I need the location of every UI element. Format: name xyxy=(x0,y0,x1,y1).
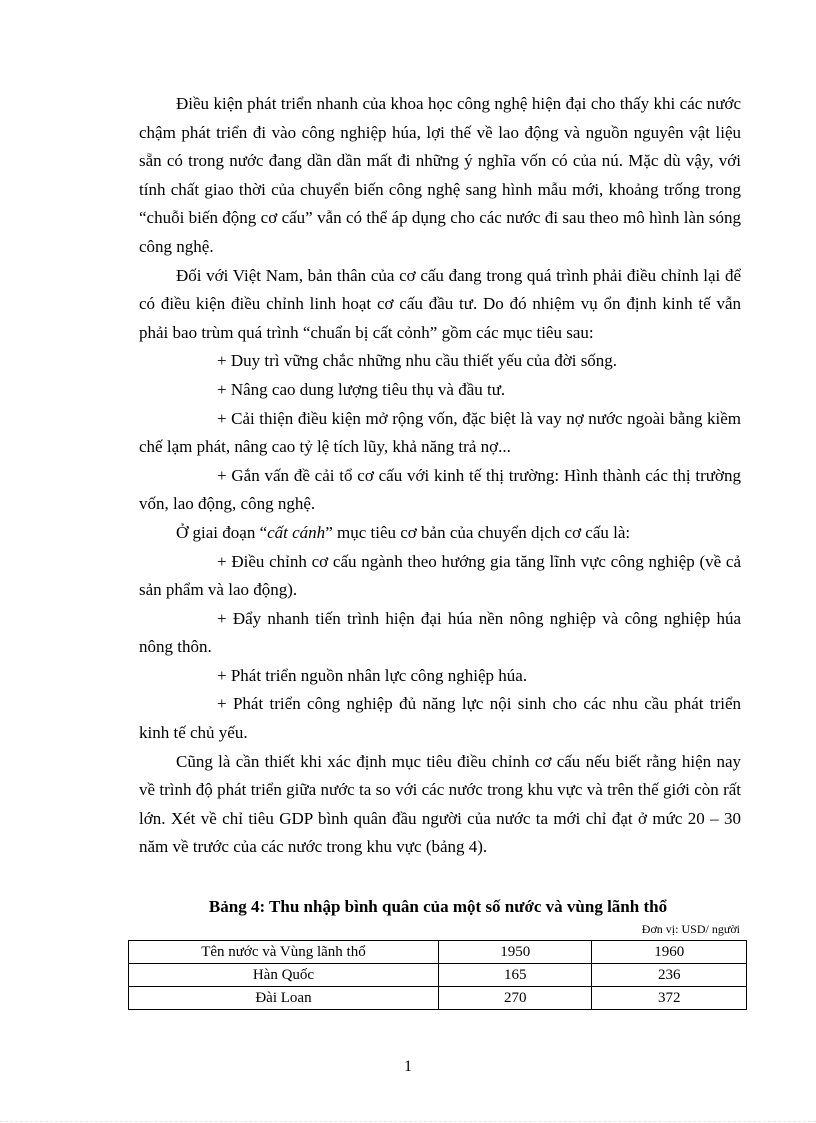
page-bottom-divider xyxy=(0,1121,816,1122)
table-cell: Đài Loan xyxy=(129,987,439,1010)
list-item: + Gắn vấn đề cải tổ cơ cấu với kinh tế thị trường: Hình thành các thị trường vốn, lao động, công nghệ. xyxy=(139,465,741,514)
table-cell: 165 xyxy=(438,964,592,987)
table-cell: Hàn Quốc xyxy=(129,964,439,987)
table-header-row xyxy=(129,941,747,964)
list-item: + Phát triển công nghiệp đủ năng lực nội sinh cho các nhu cầu phát triển kinh tế chủ yếu. xyxy=(139,694,741,743)
page-number: 1 xyxy=(404,1058,412,1075)
list-item: + Điều chỉnh cơ cấu ngành theo hướng gia tăng lĩnh vực công nghiệp (về cả sản phẩm và lao động). xyxy=(139,551,741,600)
table-cell: 236 xyxy=(592,964,747,987)
header-cell: 1950 xyxy=(438,941,592,964)
list-item: + Duy trì vững chắc những nhu cầu thiết yếu của đời sống. xyxy=(217,351,618,371)
paragraph-1: Điều kiện phát triển nhanh của khoa học công nghệ hiện đại cho thấy khi các nước chậm phát triển đi vào công nghiệp húa, lợi thế về lao động và nguồn nguyên vật liệu sẵn có trong nước đang dần dần mất đi những ý nghĩa vốn có của nú. Mặc dù vậy, với tính chất giao thời của chuyển biến công nghệ sang hình mẫu mới, khoảng trống trong “chuỗi biến động cơ cấu” vẫn có thể áp dụng cho các nước đi sau theo mô hình làn sóng công nghệ. xyxy=(139,94,741,256)
table-cell: 270 xyxy=(438,987,592,1010)
header-cell: 1960 xyxy=(592,941,747,964)
table-row xyxy=(129,987,747,1010)
table-cell: 372 xyxy=(592,987,747,1010)
paragraph-4: Cũng là cần thiết khi xác định mục tiêu điều chỉnh cơ cấu nếu biết rằng hiện nay về trình độ phát triển giữa nước ta so với các nước trong khu vực và trên thế giới còn rất lớn. Xét về chỉ tiêu GDP bình quân đầu người của nước ta mới chỉ đạt ở mức 20 – 30 năm về trước của các nước trong khu vực (bảng 4). xyxy=(139,751,741,857)
paragraph-2: Đối với Việt Nam, bản thân của cơ cấu đang trong quá trình phải điều chỉnh lại để có điều kiện điều chỉnh linh hoạt cơ cấu đầu tư. Do đó nhiệm vụ ổn định kinh tế vẫn phải bao trùm quá trình “chuẩn bị cất cỏnh” gồm các mục tiêu sau: xyxy=(139,265,741,342)
list-item: + Đẩy nhanh tiến trình hiện đại húa nền nông nghiệp và công nghiệp húa nông thôn. xyxy=(139,608,741,657)
emphasis-cat-canh: cất cánh xyxy=(267,522,326,542)
paragraph-3-before: Ở giai đoạn “ xyxy=(176,522,268,542)
income-table xyxy=(128,940,747,1010)
paragraph-3-after: ” mục tiêu cơ bản của chuyển dịch cơ cấu là: xyxy=(325,522,631,542)
header-cell: Tên nước và Vùng lãnh thổ xyxy=(129,941,439,964)
table-row xyxy=(129,964,747,987)
table-title: Bảng 4: Thu nhập bình quân của một số nước và vùng lãnh thổ xyxy=(208,897,668,916)
list-item: + Phát triển nguồn nhân lực công nghiệp húa. xyxy=(217,665,528,685)
list-item: + Nâng cao dung lượng tiêu thụ và đầu tư. xyxy=(217,379,506,399)
body-text xyxy=(139,90,741,862)
table-unit: Đơn vị: USD/ người xyxy=(641,922,740,936)
paragraph-3 xyxy=(139,519,741,548)
list-item: + Cải thiện điều kiện mở rộng vốn, đặc biệt là vay nợ nước ngoài bằng kiềm chế lạm phát, nâng cao tỷ lệ tích lũy, khả năng trả nợ... xyxy=(139,408,741,457)
